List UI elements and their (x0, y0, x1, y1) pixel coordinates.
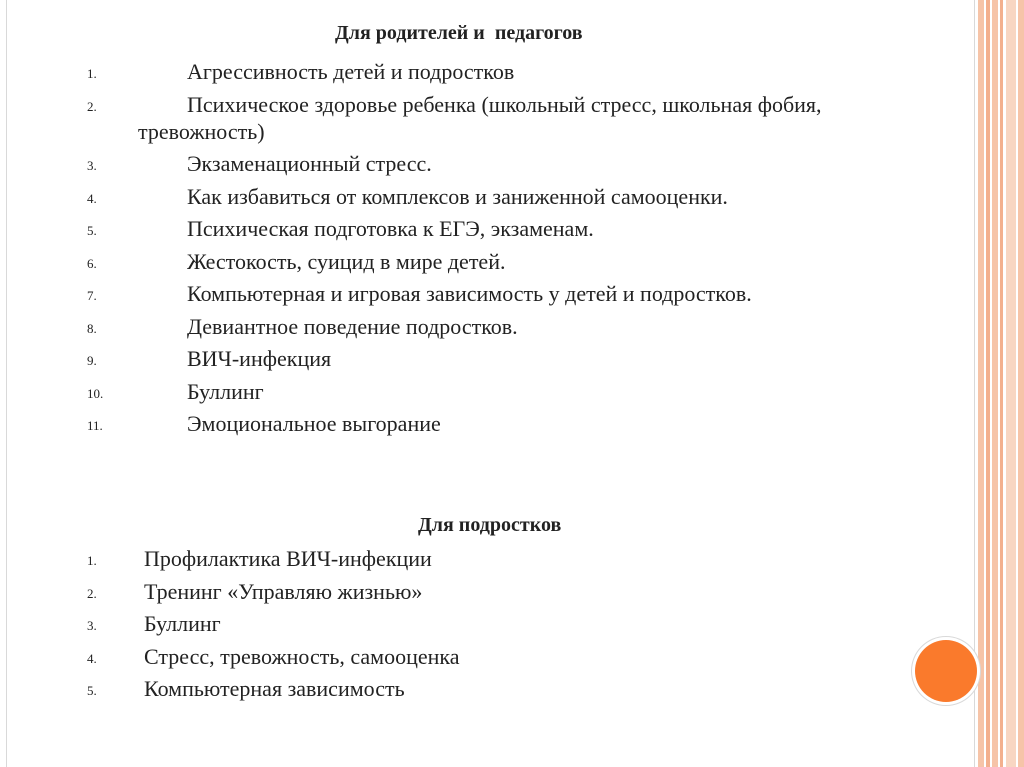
item-text: Тренинг «Управляю жизнью» (144, 578, 423, 604)
item-number: 1. (87, 66, 97, 81)
item-number: 5. (87, 223, 97, 238)
list-item (87, 643, 787, 670)
item-text: Девиантное поведение подростков. (187, 313, 518, 339)
item-number: 2. (87, 98, 97, 114)
item-text: Жестокость, суицид в мире детей. (187, 248, 506, 274)
item-text: Профилактика ВИЧ-инфекции (144, 546, 432, 571)
item-text: ВИЧ-инфекция (187, 346, 332, 371)
list-item (87, 610, 787, 637)
item-text: Эмоциональное выгорание (187, 411, 441, 436)
list-item (87, 675, 787, 702)
decorative-stripe (992, 0, 998, 767)
item-number: 7. (87, 288, 97, 303)
item-number: 1. (87, 553, 97, 568)
decorative-stripe (986, 0, 990, 767)
list-item (87, 345, 947, 372)
item-text: Экзаменационный стресс. (187, 151, 432, 176)
item-text: Агрессивность детей и подростков (187, 59, 515, 84)
list-item (87, 91, 947, 145)
decorative-stripe (1000, 0, 1003, 767)
item-number: 11. (87, 418, 103, 433)
list-item (87, 280, 947, 307)
item-text: Психическая подготовка к ЕГЭ, экзаменам. (187, 216, 594, 241)
list-item (87, 183, 947, 210)
item-number: 3. (87, 618, 97, 633)
list-item (87, 578, 787, 605)
item-number: 3. (87, 158, 97, 173)
heading-teens: Для подростков (418, 514, 562, 536)
teens-topics-list (87, 545, 787, 708)
item-text: Стресс, тревожность, самооценка (144, 643, 460, 669)
list-item (87, 215, 947, 242)
item-text: Как избавиться от комплексов и заниженной самооценки. (187, 183, 728, 209)
decorative-circle (915, 640, 977, 702)
item-number: 6. (87, 255, 97, 271)
list-item (87, 378, 947, 405)
heading-parents: Для родителей и педагогов (335, 22, 583, 44)
item-number: 8. (87, 320, 97, 336)
parents-topics-list (87, 58, 947, 443)
decorative-stripe (1018, 0, 1024, 767)
list-item (87, 150, 947, 177)
list-item (87, 58, 947, 85)
list-item (87, 313, 947, 340)
item-text: Компьютерная и игровая зависимость у детей и подростков. (187, 281, 752, 306)
item-number: 5. (87, 683, 97, 698)
item-text: Компьютерная зависимость (144, 676, 405, 701)
decorative-stripe (1006, 0, 1016, 767)
list-item (87, 410, 947, 437)
item-number: 10. (87, 385, 104, 401)
item-text: Психическое здоровье ребенка (школьный стресс, школьная фобия, тревожность) (138, 91, 822, 144)
decorative-stripe (978, 0, 984, 767)
item-text: Буллинг (144, 611, 221, 636)
list-item (87, 248, 947, 275)
item-number: 2. (87, 585, 97, 601)
item-number: 4. (87, 190, 97, 206)
item-number: 9. (87, 353, 97, 368)
item-text: Буллинг (187, 378, 264, 404)
item-number: 4. (87, 650, 97, 666)
list-item (87, 545, 787, 572)
